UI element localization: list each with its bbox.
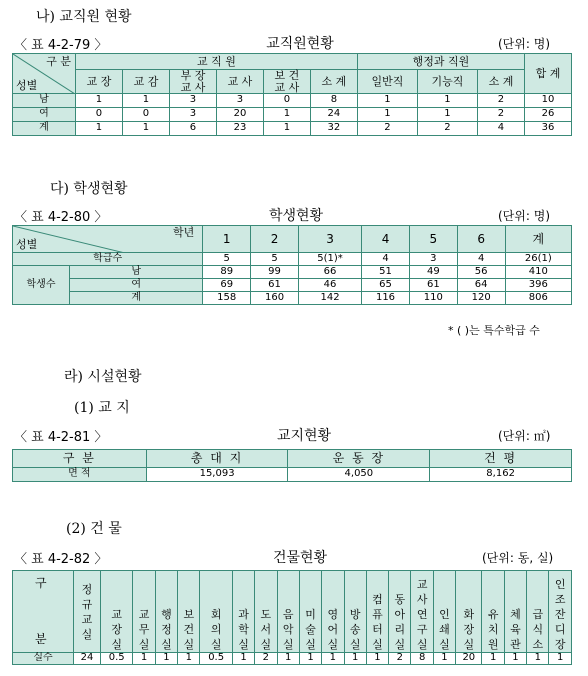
column-header [549,571,572,653]
table-cell: 1 [76,94,123,108]
table-cell: 158 [203,292,251,305]
table-cell: 120 [457,292,505,305]
table-cell: 69 [203,279,251,292]
table-cell: 1 [155,653,177,665]
column-header-char: 정 [81,582,93,596]
column-header-char: 교 [111,608,123,621]
column-header [322,571,344,653]
section-buildings-heading: (2) 건 물 [66,521,122,537]
table-cell: 36 [525,122,572,136]
table-cell: 3 [216,94,263,108]
column-header [433,571,455,653]
column-header-char: 실 [260,638,272,651]
table-cell: 396 [505,279,571,292]
column-header [417,70,477,94]
table-cell: 2 [477,94,524,108]
column-header-char: 서 [260,623,272,636]
table-cell: 99 [251,266,299,279]
column-header: 구 분 [13,450,147,468]
column-header [200,571,232,653]
class-count-cell: 26(1) [505,253,571,266]
table-title: 건물현황 [272,550,328,566]
column-header-char: 치 [487,623,499,636]
table-cell: 1 [527,653,549,665]
table-cell: 1 [299,653,321,665]
table-cell: 46 [298,279,361,292]
column-header-char: 실 [282,638,294,651]
table-cell: 10 [525,94,572,108]
column-header-char: 도 [260,608,272,621]
table-cell: 160 [251,292,299,305]
column-header [169,70,216,94]
grade-header: 4 [362,226,410,253]
column-header-char: 방 [349,608,361,621]
table-cell: 61 [251,279,299,292]
column-header-char: 장 [111,623,123,636]
class-count-label: 학급수 [13,253,203,266]
grade-header: 1 [203,226,251,253]
column-header [155,571,177,653]
corner-bottom-label: 성별 [16,78,38,92]
column-header-line: 교 사 [227,74,253,88]
column-header-char: 실 [349,638,361,651]
corner-cell [13,571,74,653]
table-cell: 26 [525,108,572,122]
table-cell: 6 [169,122,216,136]
land-table [12,449,572,482]
column-header-char: 실 [439,638,450,651]
column-header-char: 급 [532,608,544,621]
row-label: 계 [13,122,76,136]
corner-bottom-label: 분 [35,632,47,647]
table-cell: 15,093 [146,468,288,482]
table-cell: 1 [122,122,169,136]
table-cell: 61 [409,279,457,292]
class-count-cell: 5 [203,253,251,266]
column-header [411,571,433,653]
column-header-char: 학 [238,623,249,636]
column-header-char: 소 [532,638,544,651]
column-header [357,70,417,94]
column-header [263,70,310,94]
table-caption: 〈 표 4-2-82 〉 [14,552,108,567]
column-header-char: 실 [394,638,406,651]
table-caption: 〈 표 4-2-80 〉 [14,210,108,225]
column-header [122,70,169,94]
column-header-char: 의 [210,623,222,636]
staff-table [12,53,572,136]
column-header-char: 행 [161,608,172,621]
table-cell: 410 [505,266,571,279]
table-cell: 3 [169,94,216,108]
column-header [299,571,321,653]
grade-header: 2 [251,226,299,253]
table-cell: 1 [417,108,477,122]
table-unit: (단위: ㎡) [498,429,551,443]
column-header-char: 악 [282,623,294,636]
column-header [527,571,549,653]
column-header-char: 조 [554,593,566,606]
column-header-char: 인 [554,578,566,591]
column-header-line: 교 사 [180,80,206,94]
column-header-char: 보 [183,608,195,621]
table-cell: 116 [362,292,410,305]
table-cell: 1 [263,108,310,122]
students-table [12,225,572,305]
table-cell: 2 [477,108,524,122]
column-header [310,70,357,94]
table-cell: 1 [344,653,366,665]
section-facilities-heading: 라) 시설현황 [64,369,142,385]
column-header [504,571,526,653]
group-header-admin: 행정과 직원 [357,54,524,70]
column-header-char: 규 [81,597,93,611]
grade-header: 3 [298,226,361,253]
column-header-char: 아 [394,608,406,621]
table-title: 학생현황 [268,208,324,224]
table-cell: 1 [322,653,344,665]
table-cell: 1 [122,94,169,108]
table-cell: 1 [549,653,572,665]
column-header-char: 장 [554,638,566,651]
column-header-char: 교 [416,578,428,591]
column-header-line: 기능직 [431,74,464,88]
table-cell: 1 [504,653,526,665]
table-cell: 1 [133,653,155,665]
table-cell: 64 [457,279,505,292]
table-cell: 2 [417,122,477,136]
column-header-char: 실 [463,638,475,651]
column-header-char: 미 [305,608,316,621]
column-header-char: 술 [305,623,316,636]
column-header-char: 음 [282,608,294,621]
section-students-heading: 다) 학생현황 [50,181,128,197]
column-header-char: 실 [161,638,172,651]
column-header-char: 무 [138,623,150,636]
column-header-line: 교 장 [86,74,112,88]
column-header-char: 실 [416,638,428,651]
column-header-char: 컴 [372,593,383,606]
table-cell: 8,162 [430,468,572,482]
table-cell: 0.5 [101,653,133,665]
column-header-line: 교 감 [133,74,159,88]
column-header-line: 부 장 [180,69,206,82]
table-cell: 89 [203,266,251,279]
table-cell: 23 [216,122,263,136]
table-cell: 1 [357,108,417,122]
class-count-cell: 3 [409,253,457,266]
column-header-char: 회 [210,608,222,621]
table-cell: 1 [76,122,123,136]
row-label: 실수 [13,653,74,665]
column-header-char: 퓨 [372,608,383,621]
column-header: 운 동 장 [288,450,430,468]
column-header-char: 유 [487,608,499,621]
column-header [477,70,524,94]
table-unit: (단위: 동, 실) [482,551,554,565]
table-title: 교직원현황 [266,36,334,52]
table-cell: 2 [255,653,277,665]
column-header-char: 관 [510,638,521,651]
column-header [232,571,254,653]
column-header-line: 교 사 [274,80,300,94]
column-header [366,571,388,653]
table-cell: 8 [310,94,357,108]
column-header [133,571,155,653]
column-header-char: 과 [238,608,249,621]
column-header [101,571,133,653]
corner-top-label: 구 [35,576,47,590]
table-cell: 20 [456,653,482,665]
column-header [74,571,101,653]
group-header-staff: 교 직 원 [76,54,358,70]
column-header-char: 연 [416,608,428,621]
table-cell: 1 [417,94,477,108]
table-cell: 20 [216,108,263,122]
table-cell: 1 [433,653,455,665]
table-cell: 0 [263,94,310,108]
table-unit: (단위: 명) [498,209,550,223]
column-header [277,571,299,653]
corner-bottom-label: 성별 [16,238,38,252]
row-label: 계 [70,292,203,305]
section-staff-heading: 나) 교직원 현황 [36,9,132,25]
column-header-char: 디 [554,623,566,636]
table-cell: 806 [505,292,571,305]
column-header-line: 소 계 [321,74,347,88]
table-cell: 1 [232,653,254,665]
column-header-char: 교 [81,612,93,626]
table-cell: 24 [310,108,357,122]
column-header-char: 실 [327,638,339,651]
class-count-cell: 4 [457,253,505,266]
table-cell: 0 [76,108,123,122]
column-header-line: 소 계 [488,74,514,88]
table-cell: 1 [482,653,504,665]
column-header-char: 송 [349,623,361,636]
table-cell: 1 [357,94,417,108]
table-cell: 32 [310,122,357,136]
table-cell: 1 [263,122,310,136]
column-header [456,571,482,653]
column-header-char: 정 [161,623,172,636]
table-caption: 〈 표 4-2-81 〉 [14,430,108,445]
table-cell: 56 [457,266,505,279]
column-header [344,571,366,653]
corner-cell [13,226,203,253]
column-header-char: 교 [138,608,150,621]
column-header [178,571,200,653]
row-label: 남 [13,94,76,108]
column-header-char: 실 [138,638,150,651]
column-header-char: 영 [327,608,339,621]
column-header-char: 리 [394,623,406,636]
column-header [482,571,504,653]
grade-header: 6 [457,226,505,253]
buildings-table [12,570,572,665]
table-cell: 3 [169,108,216,122]
column-header-char: 실 [111,638,123,651]
student-count-label: 학생수 [13,266,70,305]
column-header-char: 터 [372,623,383,636]
column-header-char: 잔 [554,608,566,621]
corner-top-label: 구 분 [46,55,71,68]
column-header-char: 쇄 [439,623,450,636]
table-cell: 0.5 [200,653,232,665]
class-count-cell: 5 [251,253,299,266]
column-header-char: 어 [327,623,339,636]
column-header-char: 실 [210,638,222,651]
column-header [255,571,277,653]
section-land-heading: (1) 교 지 [74,400,130,416]
column-header: 건 평 [430,450,572,468]
column-header-char: 실 [238,638,249,651]
class-count-cell: 4 [362,253,410,266]
table-cell: 2 [389,653,411,665]
total-header: 합 계 [525,54,572,94]
column-header-char: 동 [394,593,406,606]
row-label: 면 적 [13,468,147,482]
corner-top-label: 학년 [173,226,195,239]
table-cell: 24 [74,653,101,665]
table-cell: 66 [298,266,361,279]
column-header-char: 체 [510,608,521,621]
table-cell: 49 [409,266,457,279]
row-label: 여 [13,108,76,122]
table-cell: 1 [366,653,388,665]
column-header-char: 구 [416,623,428,636]
table-cell: 110 [409,292,457,305]
row-label: 남 [70,266,203,279]
table-cell: 4,050 [288,468,430,482]
table-cell: 4 [477,122,524,136]
table-cell: 0 [122,108,169,122]
column-header-char: 실 [372,638,383,651]
column-header-char: 실 [183,638,195,651]
column-header-char: 화 [463,608,475,621]
table-cell: 1 [178,653,200,665]
table-cell: 51 [362,266,410,279]
column-header [76,70,123,94]
table-caption: 〈 표 4-2-79 〉 [14,38,108,53]
column-header: 총 대 지 [146,450,288,468]
column-header-line: 일반직 [371,74,404,88]
column-header-char: 실 [305,638,316,651]
column-header-char: 인 [439,608,450,621]
grade-header: 계 [505,226,571,253]
table-cell: 8 [411,653,433,665]
grade-header: 5 [409,226,457,253]
footnote: * ( )는 특수학급 수 [448,324,540,337]
column-header-char: 장 [463,623,475,636]
class-count-cell: 5(1)* [298,253,361,266]
column-header-char: 사 [416,593,428,606]
table-cell: 142 [298,292,361,305]
column-header-char: 육 [510,623,521,636]
table-title: 교지현황 [276,428,332,444]
column-header [389,571,411,653]
column-header-char: 건 [183,623,195,636]
table-cell: 2 [357,122,417,136]
table-cell: 1 [277,653,299,665]
column-header-char: 원 [487,638,499,651]
table-cell: 65 [362,279,410,292]
row-label: 여 [70,279,203,292]
column-header-char: 식 [532,623,544,636]
column-header-char: 실 [81,627,93,641]
column-header-line: 보 건 [274,69,300,82]
column-header [216,70,263,94]
corner-cell [13,54,76,94]
table-unit: (단위: 명) [498,37,550,51]
